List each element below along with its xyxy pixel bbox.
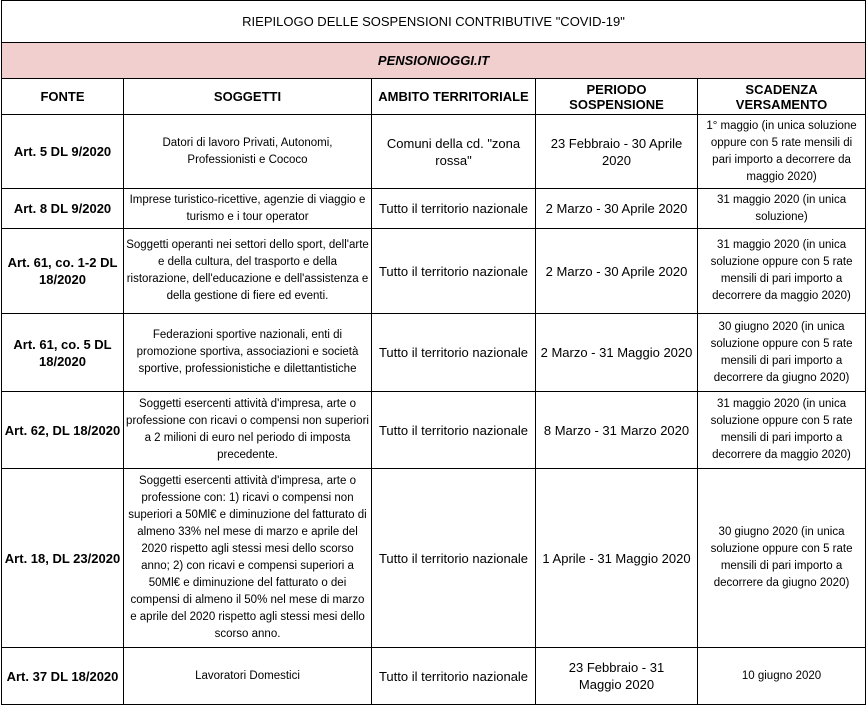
periodo-cell: 2 Marzo - 31 Maggio 2020 [536,314,698,392]
soggetti-cell: Soggetti esercenti attività d'impresa, arte o professione con ricavi o compensi non superiori a 2 milioni di euro nel periodo di imposta precedente. [124,392,372,469]
table-row [2,648,866,705]
ambito-cell: Tutto il territorio nazionale [372,314,536,392]
table-row [2,469,866,648]
ambito-cell: Comuni della cd. "zona rossa" [372,115,536,189]
scadenza-cell: 1° maggio (in unica soluzione oppure con 5 rate mensili di pari importo a decorrere da maggio 2020) [698,115,866,189]
ambito-cell: Tutto il territorio nazionale [372,648,536,705]
periodo-cell: 1 Aprile - 31 Maggio 2020 [536,469,698,648]
soggetti-cell: Lavoratori Domestici [124,648,372,705]
column-header-periodo: PERIODO SOSPENSIONE [536,79,698,115]
fonte-cell: Art. 61, co. 1-2 DL 18/2020 [2,229,124,314]
header-row [2,79,866,115]
scadenza-cell: 31 maggio 2020 (in unica soluzione oppure con 5 rate mensili di pari importo a decorrere da maggio 2020) [698,392,866,469]
brand-banner: PENSIONIOGGI.IT [2,43,866,79]
scadenza-cell: 31 maggio 2020 (in unica soluzione oppure con 5 rate mensili di pari importo a decorrere da maggio 2020) [698,229,866,314]
table-row [2,115,866,189]
fonte-cell: Art. 5 DL 9/2020 [2,115,124,189]
scadenza-cell: 10 giugno 2020 [698,648,866,705]
scadenza-cell: 30 giugno 2020 (in unica soluzione oppure con 5 rate mensili di pari importo a decorrere da giugno 2020) [698,469,866,648]
table-row [2,314,866,392]
fonte-cell: Art. 8 DL 9/2020 [2,189,124,229]
fonte-cell: Art. 61, co. 5 DL 18/2020 [2,314,124,392]
scadenza-cell: 31 maggio 2020 (in unica soluzione) [698,189,866,229]
column-header-fonte: FONTE [2,79,124,115]
column-header-ambito: AMBITO TERRITORIALE [372,79,536,115]
soggetti-cell: Datori di lavoro Privati, Autonomi, Professionisti e Cococo [124,115,372,189]
scadenza-cell: 30 giugno 2020 (in unica soluzione oppure con 5 rate mensili di pari importo a decorrere da giugno 2020) [698,314,866,392]
column-header-scadenza: SCADENZA VERSAMENTO [698,79,866,115]
ambito-cell: Tutto il territorio nazionale [372,469,536,648]
soggetti-cell: Federazioni sportive nazionali, enti di promozione sportiva, associazioni e società sportive, professionistiche e dilettantistiche [124,314,372,392]
table-title: RIEPILOGO DELLE SOSPENSIONI CONTRIBUTIVE "COVID-19" [2,1,866,43]
soggetti-cell: Soggetti operanti nei settori dello sport, dell'arte e della cultura, del trasporto e della ristorazione, dell'educazione e dell'assistenza e della gestione di fiere ed eventi. [124,229,372,314]
fonte-cell: Art. 18, DL 23/2020 [2,469,124,648]
periodo-cell: 23 Febbraio - 30 Aprile 2020 [536,115,698,189]
table-row [2,229,866,314]
periodo-cell: 23 Febbraio - 31 Maggio 2020 [536,648,698,705]
ambito-cell: Tutto il territorio nazionale [372,229,536,314]
summary-table [1,0,866,705]
soggetti-cell: Soggetti esercenti attività d'impresa, arte o professione con: 1) ricavi o compensi non superiori a 50Ml€ e diminuzione del fatturato di almeno 33% nel mese di marzo e aprile del 2020 rispetto agli stessi mesi dello scorso anno; 2) con ricavi e compensi superiori a 50Ml€ e diminuzione del fatturato o dei compensi di almeno il 50% nel mese di marzo e aprile del 2020 rispetto agli stessi mesi dello scorso anno. [124,469,372,648]
ambito-cell: Tutto il territorio nazionale [372,189,536,229]
table-row [2,189,866,229]
periodo-cell: 8 Marzo - 31 Marzo 2020 [536,392,698,469]
column-header-soggetti: SOGGETTI [124,79,372,115]
table-row [2,392,866,469]
fonte-cell: Art. 37 DL 18/2020 [2,648,124,705]
ambito-cell: Tutto il territorio nazionale [372,392,536,469]
fonte-cell: Art. 62, DL 18/2020 [2,392,124,469]
periodo-cell: 2 Marzo - 30 Aprile 2020 [536,189,698,229]
soggetti-cell: Imprese turistico-ricettive, agenzie di viaggio e turismo e i tour operator [124,189,372,229]
periodo-cell: 2 Marzo - 30 Aprile 2020 [536,229,698,314]
